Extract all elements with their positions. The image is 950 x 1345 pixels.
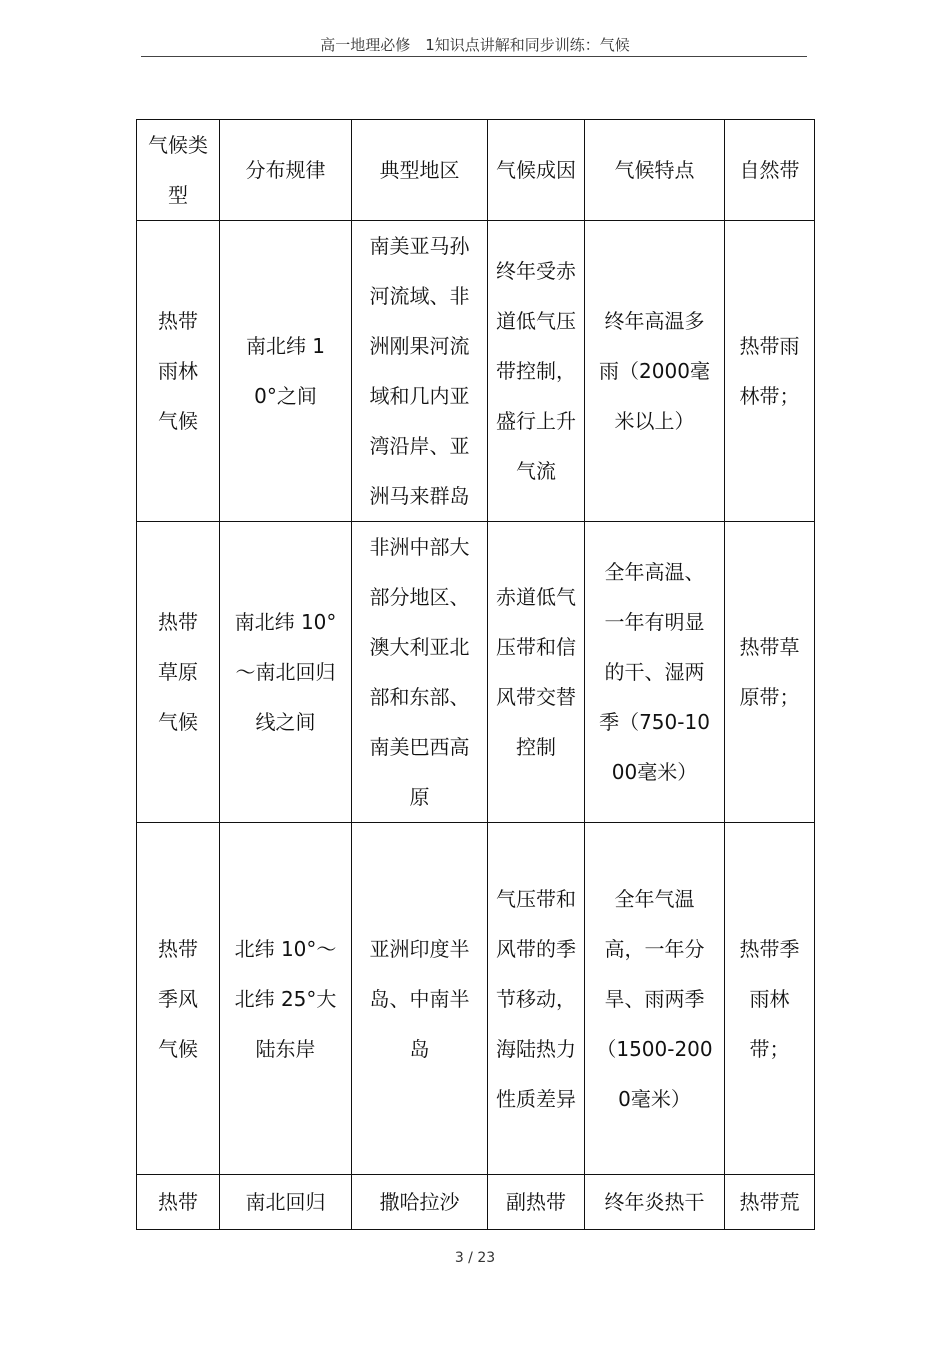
table-cell: 热带草原带；	[725, 522, 815, 823]
table-cell: 全年高温、一年有明显的干、湿两季（750-1000毫米）	[585, 522, 725, 823]
table-cell: 亚洲印度半岛、中南半岛	[352, 823, 488, 1175]
table-row	[137, 522, 815, 823]
header-cell-typical-region: 典型地区	[352, 120, 488, 221]
header-cell-natural-zone: 自然带	[725, 120, 815, 221]
table-cell: 终年受赤道低气压带控制，盛行上升气流	[488, 221, 585, 522]
table-row	[137, 221, 815, 522]
climate-table	[136, 119, 815, 1230]
table-cell: 南北纬 10°之间	[220, 221, 352, 522]
table-cell: 热带	[137, 1175, 220, 1230]
header-cell-distribution: 分布规律	[220, 120, 352, 221]
table-row	[137, 1175, 815, 1230]
table-cell: 热带草原气候	[137, 522, 220, 823]
table-cell: 北纬 10°～北纬 25°大陆东岸	[220, 823, 352, 1175]
table-cell: 热带雨林气候	[137, 221, 220, 522]
table-cell: 南北回归	[220, 1175, 352, 1230]
page-number: 3 / 23	[454, 1250, 496, 1266]
table-cell: 撒哈拉沙	[352, 1175, 488, 1230]
table-cell: 南美亚马孙河流域、非洲刚果河流域和几内亚湾沿岸、亚洲马来群岛	[352, 221, 488, 522]
table-cell: 赤道低气压带和信风带交替控制	[488, 522, 585, 823]
table-row	[137, 823, 815, 1175]
table-cell: 热带雨林带；	[725, 221, 815, 522]
table-cell: 副热带	[488, 1175, 585, 1230]
header-cell-climate-type: 气候类型	[137, 120, 220, 221]
table-cell: 南北纬 10°～南北回归线之间	[220, 522, 352, 823]
table-cell: 热带季风气候	[137, 823, 220, 1175]
table-cell: 气压带和风带的季节移动，海陆热力性质差异	[488, 823, 585, 1175]
table-cell: 全年气温高，一年分旱、雨两季（1500-2000毫米）	[585, 823, 725, 1175]
header-cell-cause: 气候成因	[488, 120, 585, 221]
table-cell: 热带季雨林带；	[725, 823, 815, 1175]
header-cell-characteristics: 气候特点	[585, 120, 725, 221]
page-header: 高一地理必修 1知识点讲解和同步训练：气候	[320, 36, 630, 54]
header-divider	[141, 56, 807, 57]
table-cell: 非洲中部大部分地区、澳大利亚北部和东部、南美巴西高原	[352, 522, 488, 823]
table-cell: 终年高温多雨（2000毫米以上）	[585, 221, 725, 522]
table-header-row	[137, 120, 815, 221]
table-cell: 热带荒	[725, 1175, 815, 1230]
table-cell: 终年炎热干	[585, 1175, 725, 1230]
